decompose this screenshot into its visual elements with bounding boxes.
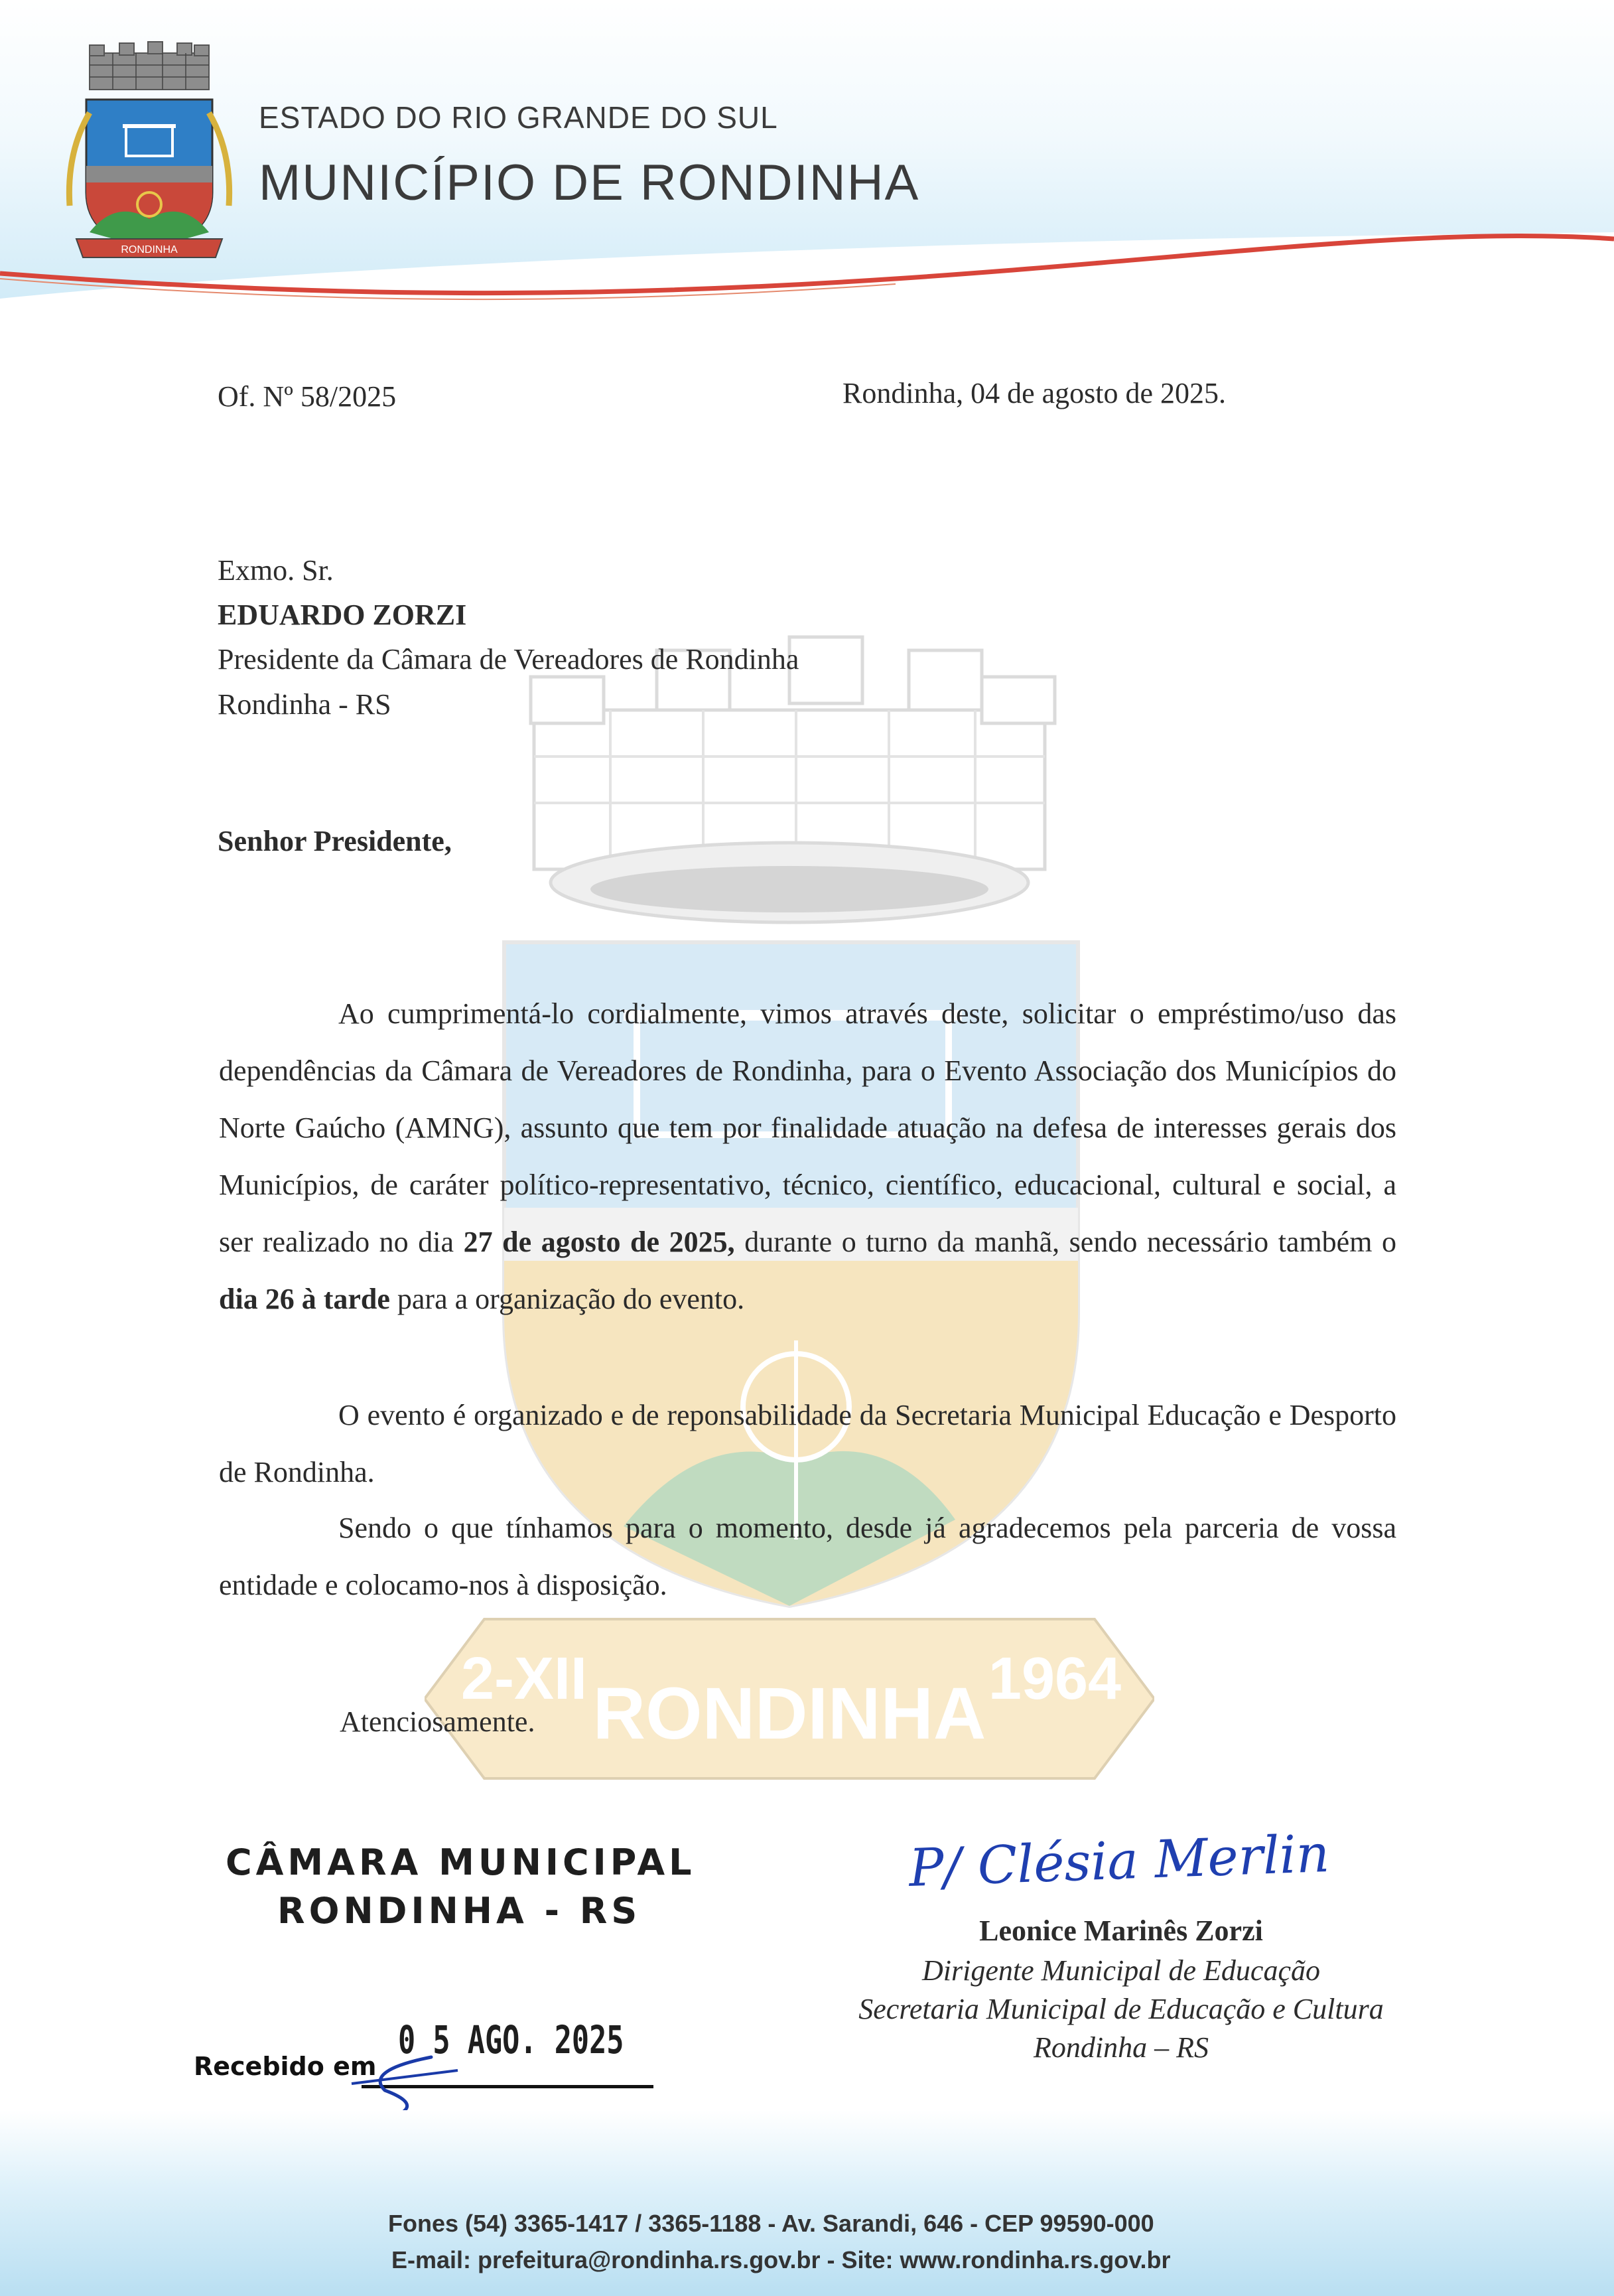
stamp-line-1: CÂMARA MUNICIPAL xyxy=(226,1841,696,1883)
footer-contact-line: Fones (54) 3365-1417 / 3365-1188 - Av. Sarandi, 646 - CEP 99590-000 xyxy=(388,2210,1154,2237)
recipient-name: EDUARDO ZORZI xyxy=(218,599,467,631)
closing: Atenciosamente. xyxy=(340,1705,535,1738)
signer-title: Dirigente Municipal de Educação xyxy=(922,1954,1320,1987)
paragraph-2: O evento é organizado e de reponsabilidade da Secretaria Municipal Educação e Desporto de Rondinha. xyxy=(219,1399,1396,1488)
header-swoosh xyxy=(0,199,1614,332)
recipient-role: Presidente da Câmara de Vereadores de Rondinha xyxy=(218,643,799,676)
watermark-ribbon-left: 2-XII xyxy=(460,1646,588,1712)
crest-ribbon-text: RONDINHA xyxy=(121,244,178,255)
footer-email-line: E-mail: prefeitura@rondinha.rs.gov.br - Site: www.rondinha.rs.gov.br xyxy=(391,2246,1171,2273)
paragraph-1-text-e: para a organização do evento. xyxy=(389,1283,745,1315)
paragraph-3: Sendo o que tínhamos para o momento, desde já agradecemos pela parceria de vossa entidade e colocamo-nos à disposição. xyxy=(219,1512,1396,1601)
stamp-line-2: RONDINHA - RS xyxy=(277,1890,641,1932)
paragraph-1-extra-day: dia 26 à tarde xyxy=(219,1283,390,1315)
greeting: Senhor Presidente, xyxy=(218,825,452,857)
watermark-ribbon-right: 1964 xyxy=(988,1646,1122,1712)
received-date: 0 5 AGO. 2025 xyxy=(398,2017,624,2062)
paragraph-1 xyxy=(219,985,1396,1328)
office-number: Of. Nº 58/2025 xyxy=(218,380,397,413)
received-label: Recebido em xyxy=(194,2052,377,2081)
handwritten-signature: P/ Clésia Merlin xyxy=(908,1824,1331,1899)
state-title: ESTADO DO RIO GRANDE DO SUL xyxy=(259,100,778,135)
signer-name: Leonice Marinês Zorzi xyxy=(979,1914,1263,1947)
watermark-ribbon-center: RONDINHA xyxy=(592,1673,986,1755)
paragraph-1-event-date: 27 de agosto de 2025, xyxy=(463,1226,735,1258)
date-line: Rondinha, 04 de agosto de 2025. xyxy=(842,377,1227,409)
salutation-title: Exmo. Sr. xyxy=(218,554,334,587)
recipient-city: Rondinha - RS xyxy=(218,688,391,721)
municipal-crest-logo xyxy=(63,40,235,265)
paragraph-1-text-a: Ao cumprimentá-lo cordialmente, vimos através deste, solicitar o empréstimo/uso das dependências da Câmara de Vereadores de Rondinha, para o Evento Associação dos Municípios do Norte Gaúcho (AMNG), assunto que tem por finalidade atuação na defesa de interesses gerais dos Municípios, de caráter político-representativo, técnico, científico, educacional, cultural e social, a ser realizado no dia xyxy=(219,997,1396,1258)
signer-department: Secretaria Municipal de Educação e Cultura xyxy=(858,1993,1384,2025)
paragraph-1-text-c: durante o turno da manhã, sendo necessário também o xyxy=(734,1226,1397,1258)
municipality-title: MUNICÍPIO DE RONDINHA xyxy=(259,155,920,211)
signer-city: Rondinha – RS xyxy=(1034,2031,1209,2064)
